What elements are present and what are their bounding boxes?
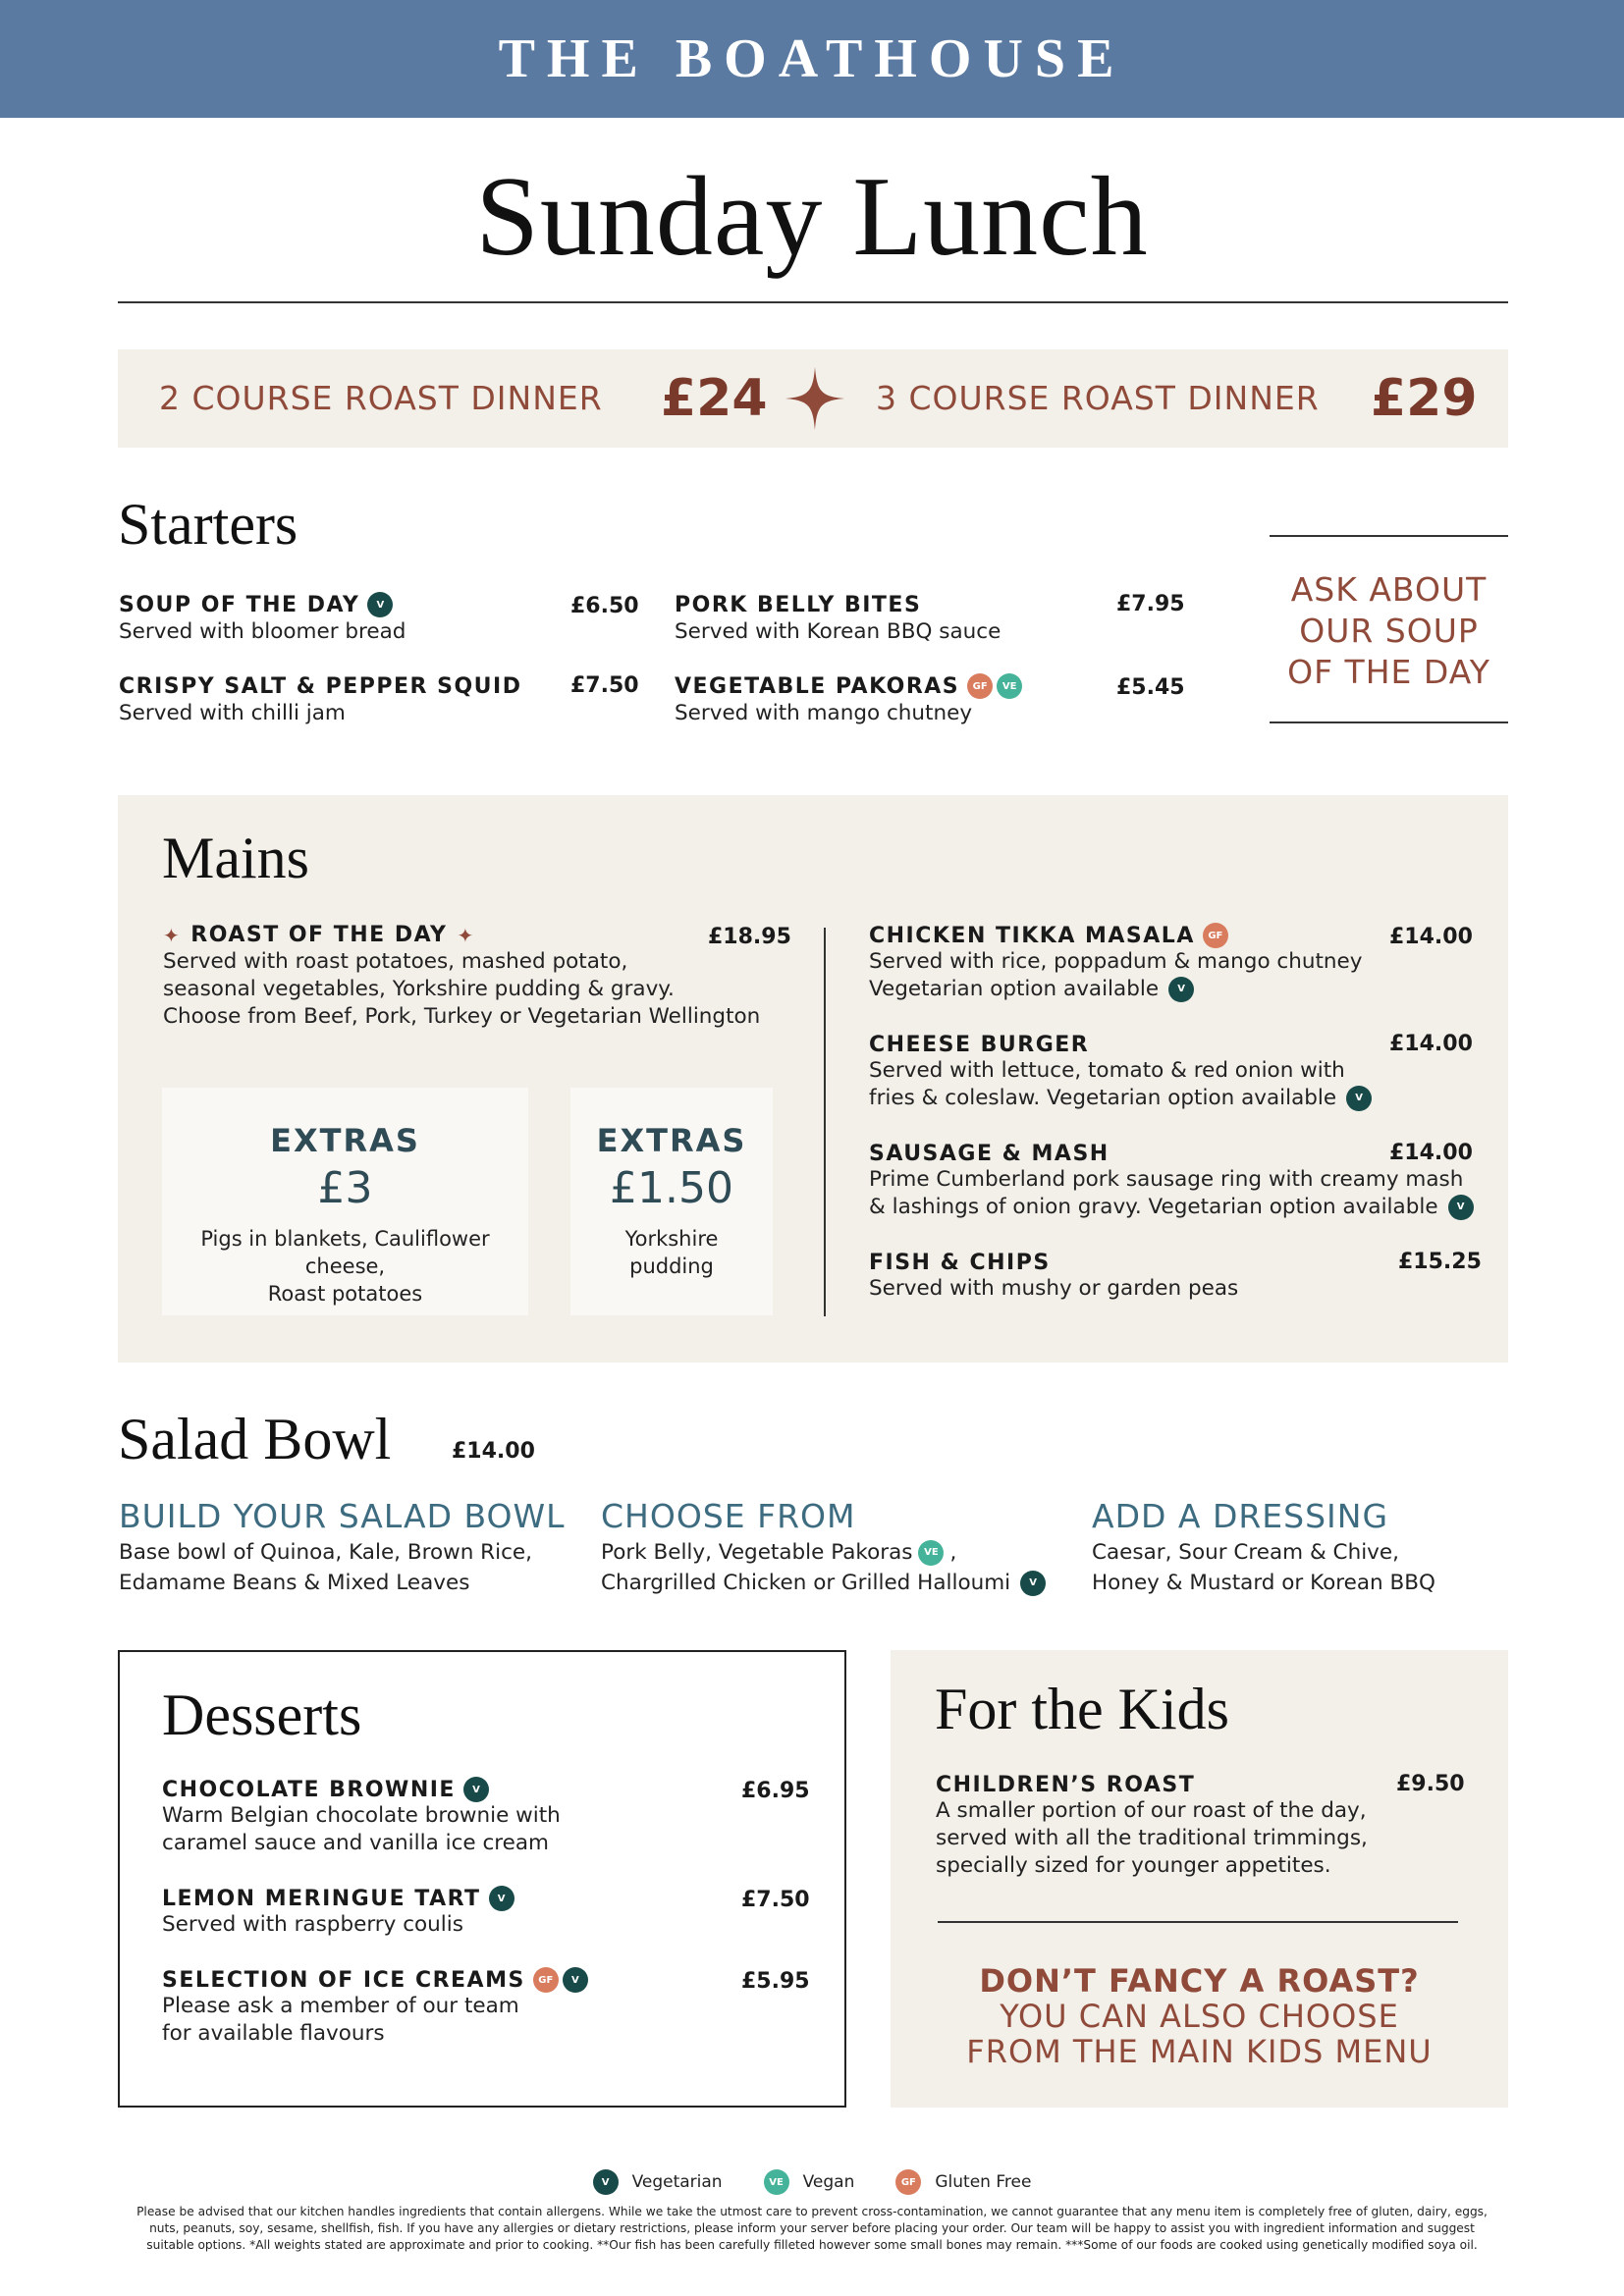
gluten-free-badge-icon: GF [967, 673, 993, 699]
menu-item [675, 592, 1185, 646]
item-description: Please ask a member of our team for available flavours [162, 1994, 519, 2046]
item-name: CRISPY SALT & PEPPER SQUID [119, 673, 522, 699]
desserts-heading: Desserts [162, 1682, 362, 1747]
item-description: Served with lettuce, tomato & red onion with fries & coleslaw. Vegetarian option available V [869, 1057, 1468, 1112]
starters-heading: Starters [118, 492, 298, 557]
extras-box-yorkshire [570, 1088, 773, 1315]
item-name: ✦ ROAST OF THE DAY ✦ [163, 923, 475, 947]
menu-item [119, 592, 649, 646]
item-name: CHEESE BURGER [869, 1032, 1090, 1057]
extras-price: £3 [317, 1163, 373, 1213]
item-name: CHOCOLATE BROWNIE V [162, 1777, 790, 1802]
menu-item [869, 1141, 1497, 1221]
soup-callout: ASK ABOUT OUR SOUP OF THE DAY [1287, 570, 1490, 691]
item-name: FISH & CHIPS [869, 1250, 1051, 1275]
item-description: Served with raspberry coulis [162, 1912, 463, 1937]
kids-divider [938, 1921, 1458, 1923]
kids-heading: For the Kids [935, 1677, 1229, 1741]
three-course-price: £29 [1371, 369, 1478, 428]
mains-column-divider [824, 928, 826, 1316]
item-price: £6.50 [570, 594, 639, 618]
menu-item [119, 673, 649, 727]
salad-sub-heading: CHOOSE FROM [601, 1497, 856, 1535]
item-price: £7.50 [570, 673, 639, 698]
header-bar [0, 0, 1624, 118]
sparkle-icon: ✦ [457, 923, 475, 947]
item-description: A smaller portion of our roast of the day, served with all the traditional trimmings, specially sized for younger appetites. [936, 1798, 1368, 1878]
legend-vegetarian: V Vegetarian [593, 2169, 723, 2195]
vegetarian-badge-icon: V [367, 592, 393, 617]
roast-of-the-day [163, 923, 791, 1031]
extras-description: Yorkshire pudding [624, 1227, 719, 1278]
item-description: Served with chilli jam [119, 701, 346, 725]
menu-item [869, 1032, 1473, 1112]
star-divider-icon [785, 367, 844, 430]
vegetarian-badge-icon: V [593, 2169, 619, 2195]
item-description: Served with roast potatoes, mashed potato, seasonal vegetables, Yorkshire pudding & gravy. Choose from Beef, Pork, Turkey or Vegetarian Wellington [163, 949, 761, 1029]
salad-description: Base bowl of Quinoa, Kale, Brown Rice, Edamame Beans & Mixed Leaves [119, 1540, 532, 1595]
vegetarian-badge-icon: V [463, 1777, 489, 1802]
item-description: Warm Belgian chocolate brownie with caramel sauce and vanilla ice cream [162, 1803, 561, 1855]
menu-item [162, 1886, 810, 1939]
price-banner [118, 349, 1508, 448]
extras-title: EXTRAS [596, 1122, 747, 1159]
vegetarian-badge-icon: V [1168, 977, 1194, 1002]
extras-box-sides [162, 1088, 528, 1315]
item-description: Served with mango chutney [675, 701, 973, 725]
two-course-price: £24 [661, 369, 768, 428]
legend-vegan: VE Vegan [764, 2169, 855, 2195]
two-course-label: 2 COURSE ROAST DINNER [159, 379, 603, 417]
allergen-disclaimer: Please be advised that our kitchen handles ingredients that contain allergens. While we take the utmost care to prevent cross-contamination, we cannot guarantee that any menu item is completely free of gluten, dairy, eggs, nuts, peanuts, soy, sesame, shellfish, fish. If you have any allergies or dietary restrictions, please inform your server before placing your order. Our team will be happy to assist you with ingredient information and suggest suitable options. *All weights stated are approximate and prior to cooking. **Our fish has been carefully filleted however some small bones may remain. ***Some of our foods are cooked using genetically modified soya oil. [136, 2205, 1488, 2252]
page-title: Sunday Lunch [475, 154, 1149, 280]
desserts-box [118, 1650, 846, 2108]
vegetarian-badge-icon: V [1448, 1195, 1474, 1220]
salad-description: Pork Belly, Vegetable Pakoras VE , Chargrilled Chicken or Grilled Halloumi V [601, 1537, 1062, 1598]
vegan-badge-icon: VE [918, 1540, 944, 1566]
mains-heading: Mains [162, 826, 309, 890]
item-description: Served with mushy or garden peas [869, 1276, 1239, 1301]
item-price: £14.00 [1389, 925, 1473, 949]
vegetarian-badge-icon: V [563, 1967, 588, 1993]
item-price: £18.95 [708, 925, 791, 949]
salad-column-choose [601, 1497, 1062, 1598]
menu-item [936, 1772, 1466, 1880]
three-course-label: 3 COURSE ROAST DINNER [876, 379, 1320, 417]
salad-column-build [119, 1497, 570, 1598]
item-name: PORK BELLY BITES [675, 592, 922, 617]
brand-name: THE BOATHOUSE [498, 28, 1126, 89]
item-name: VEGETABLE PAKORAS GF VE [675, 673, 1185, 699]
salad-price: £14.00 [452, 1439, 535, 1464]
menu-item [869, 1250, 1482, 1303]
item-name: SOUP OF THE DAY V [119, 592, 649, 617]
kids-menu-callout: DON’T FANCY A ROAST? YOU CAN ALSO CHOOSE FROM THE MAIN KIDS MENU [966, 1962, 1433, 2070]
vegan-badge-icon: VE [764, 2169, 789, 2195]
item-price: £9.50 [1396, 1772, 1465, 1796]
menu-item [675, 673, 1185, 727]
item-description: Served with bloomer bread [119, 619, 406, 644]
item-name: SAUSAGE & MASH [869, 1141, 1110, 1166]
item-price: £7.50 [741, 1888, 810, 1912]
vegetarian-badge-icon: V [489, 1886, 514, 1911]
item-description: Served with rice, poppadum & mango chutney Vegetarian option available V [869, 949, 1363, 1001]
item-price: £5.45 [1116, 675, 1185, 700]
vegetarian-badge-icon: V [1020, 1571, 1046, 1596]
salad-description: Caesar, Sour Cream & Chive, Honey & Mustard or Korean BBQ [1092, 1540, 1435, 1595]
item-price: £6.95 [741, 1779, 810, 1803]
soup-callout-top-rule [1270, 535, 1508, 537]
menu-item [162, 1967, 810, 2048]
legend-gluten-free: GF Gluten Free [895, 2169, 1031, 2195]
menu-item [869, 923, 1473, 1003]
sparkle-icon: ✦ [163, 923, 182, 947]
item-price: £7.95 [1116, 592, 1185, 616]
vegan-badge-icon: VE [997, 673, 1022, 699]
menu-item [162, 1777, 810, 1857]
item-price: £14.00 [1389, 1141, 1473, 1165]
dietary-legend [0, 2169, 1624, 2195]
salad-column-dressing [1092, 1497, 1514, 1598]
salad-sub-heading: BUILD YOUR SALAD BOWL [119, 1497, 566, 1535]
item-description: Served with Korean BBQ sauce [675, 619, 1001, 644]
extras-title: EXTRAS [270, 1122, 420, 1159]
item-name: CHILDREN’S ROAST [936, 1772, 1196, 1797]
mains-panel [118, 795, 1508, 1362]
gluten-free-badge-icon: GF [895, 2169, 921, 2195]
soup-callout-bottom-rule [1270, 721, 1508, 723]
gluten-free-badge-icon: GF [1203, 923, 1228, 948]
item-name: LEMON MERINGUE TART V [162, 1886, 790, 1911]
vegetarian-badge-icon: V [1346, 1086, 1372, 1111]
item-description: Prime Cumberland pork sausage ring with creamy mash & lashings of onion gravy. Vegetarian option available V [869, 1166, 1497, 1221]
extras-price: £1.50 [610, 1163, 733, 1213]
salad-sub-heading: ADD A DRESSING [1092, 1497, 1389, 1535]
item-price: £5.95 [741, 1969, 810, 1994]
item-price: £15.25 [1398, 1250, 1482, 1274]
title-divider [118, 301, 1508, 303]
item-price: £14.00 [1389, 1032, 1473, 1056]
extras-description: Pigs in blankets, Cauliflower cheese, Roast potatoes [200, 1227, 490, 1306]
gluten-free-badge-icon: GF [533, 1967, 559, 1993]
item-name: CHICKEN TIKKA MASALA GF [869, 923, 1468, 948]
item-name: SELECTION OF ICE CREAMS GF V [162, 1967, 790, 1993]
salad-heading: Salad Bowl [118, 1407, 392, 1471]
